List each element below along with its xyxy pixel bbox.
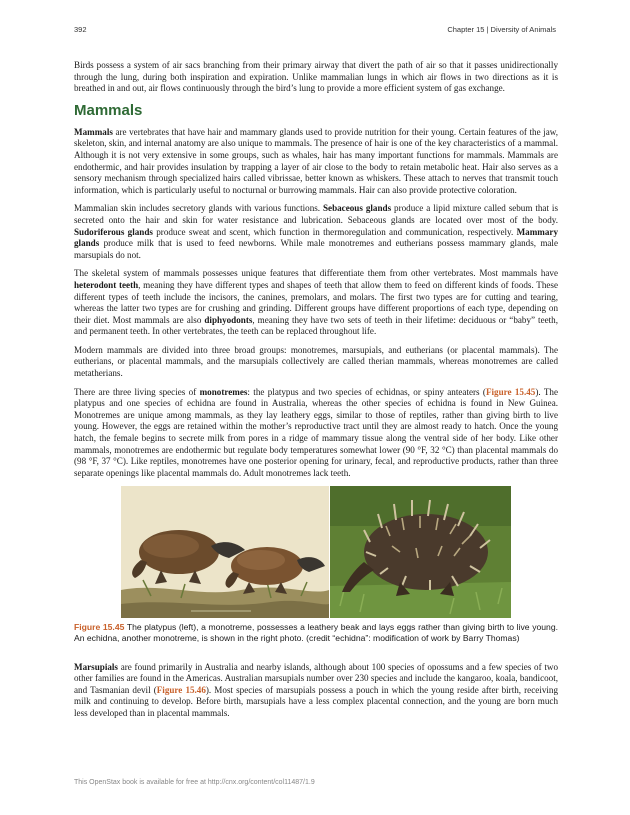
groups-paragraph: Modern mammals are divided into three broad groups: monotremes, marsupials, and eutherians (or placental mammals). The eutherians, or placental mammals, and the marsupials collectively are called therian mammals, whereas monotremes are called metatherians. — [74, 344, 558, 379]
term-marsupials: Marsupials — [74, 661, 118, 672]
page-footer: This OpenStax book is available for free at http://cnx.org/content/col11487/1.9 — [74, 779, 315, 786]
term-diphyodonts: diphyodonts — [204, 314, 253, 325]
platypus-illustration — [121, 486, 329, 618]
skeletal-paragraph: The skeletal system of mammals possesses unique features that differentiate them from other vertebrates. Most mammals have heterodont teeth, meaning they have different types and shapes of teeth that allow them to feed on different kinds of foods. These different types of teeth include the incisors, the canines, premolars, and molars. The first two types are for cutting and tearing, whereas the latter two types are for crushing and grinding. Different groups have different proportions of each type, depending on their diet. Most mammals are also diphyodonts, meaning they have two sets of teeth in their lifetime: deciduous or “baby” teeth, and permanent teeth. In other vertebrates, the teeth can be replaced throughout life. — [74, 268, 559, 337]
figure-label: Figure 15.45 — [74, 622, 125, 633]
term-sudoriferous: Sudoriferous glands — [74, 226, 153, 237]
figure-caption: Figure 15.45 The platypus (left), a monotreme, possesses a leathery beak and lays eggs rather than giving birth to live young. An echidna, another monotreme, is shown in the right photo. (credit “echidna”: modification of work by Barry Thomas) — [74, 622, 558, 643]
figure-15-46-link[interactable]: Figure 15.46 — [156, 684, 206, 695]
section-heading: Mammals — [74, 101, 143, 119]
echidna-photo — [330, 486, 511, 618]
term-mammals: Mammals — [74, 126, 113, 137]
skin-paragraph: Mammalian skin includes secretory glands with various functions. Sebaceous glands produce a lipid mixture called sebum that is secreted onto the hair and skin for water resistance and lubrication. Sebaceous glands are located over most of the body. Sudoriferous glands produce sweat and scent, which function in thermoregulation and communication, respectively. Mammary glands produce milk that is used to feed newborns. While male monotremes and eutherians possess mammary glands, male marsupials do not. — [74, 203, 558, 260]
page-header — [74, 25, 556, 37]
figure-15-45-link[interactable]: Figure 15.45 — [485, 386, 536, 397]
page-number: 392 — [74, 25, 87, 34]
marsupials-paragraph: Marsupials are found primarily in Australia and nearby islands, although about 100 species of opossums and a few species of two other families are found in the Americas. Australian marsupials number over 230 species and include the kangaroo, koala, bandicoot, and Tasmanian devil (Figure 15.46). Most species of marsupials possess a pouch in which the young reside after birth, receiving milk and continuing to develop. Before birth, marsupials have a less complex placental connection, and the young are born much less developed than in placental mammals. — [74, 661, 558, 718]
chapter-title: Chapter 15 | Diversity of Animals — [447, 25, 556, 34]
term-monotremes: monotremes — [199, 386, 248, 397]
monotremes-paragraph: There are three living species of monotremes: the platypus and two species of echidnas, or spiny anteaters (Figure 15.45). The platypus and one species of echidna are found in Australia, whereas the other species of echidna is found in New Guinea. Monotremes are unique among mammals, as they lay leathery eggs, similar to those of reptiles, rather than giving birth to live young. However, the eggs are retained within the mother’s reproductive tract until they are almost ready to hatch. Once the young hatch, the female begins to secrete milk from pores in a ridge of mammary tissue along the ventral side of her body. Like other mammals, monotremes are endothermic but regulate body temperatures somewhat lower (90 °F, 32 °C) than placental mammals do (98 °F, 37 °C). Like reptiles, monotremes have one posterior opening for urinary, fecal, and reproductive products, rather than three separate openings like placental mammals do. Adult monotremes lack teeth. — [74, 386, 558, 478]
mammals-paragraph: Mammals are vertebrates that have hair and mammary glands used to provide nutrition for their young. Certain features of the jaw, skeleton, skin, and internal anatomy are also unique to mammals. The presence of hair is one of the key characteristics of a mammal. Although it is not very extensive in some groups, such as whales, hair has many important functions for mammals. Mammals are endothermic, and hair provides insulation by trapping a layer of air close to the body to retain metabolic heat. Hair also serves as a sensory mechanism through specialized hairs called vibrissae, better known as whiskers. These attach to nerves that transmit touch information, which is particularly useful to nocturnal or burrowing mammals. Hair can also provide protective coloration. — [74, 126, 558, 195]
page-content — [74, 60, 558, 727]
figure-15-45 — [121, 486, 511, 618]
intro-paragraph: Birds possess a system of air sacs branching from their primary airway that divert the path of air so that it passes unidirectionally through the lung, during both inspiration and expiration. Unlike mammalian lungs in which air flows in two directions as it is breathed in and out, air flows continuously through the bird’s lung to provide a more efficient system of gas exchange. — [74, 60, 558, 94]
term-mammary: Mammary glands — [74, 226, 558, 249]
term-heterodont: heterodont teeth — [74, 279, 139, 290]
term-sebaceous: Sebaceous glands — [322, 203, 392, 214]
